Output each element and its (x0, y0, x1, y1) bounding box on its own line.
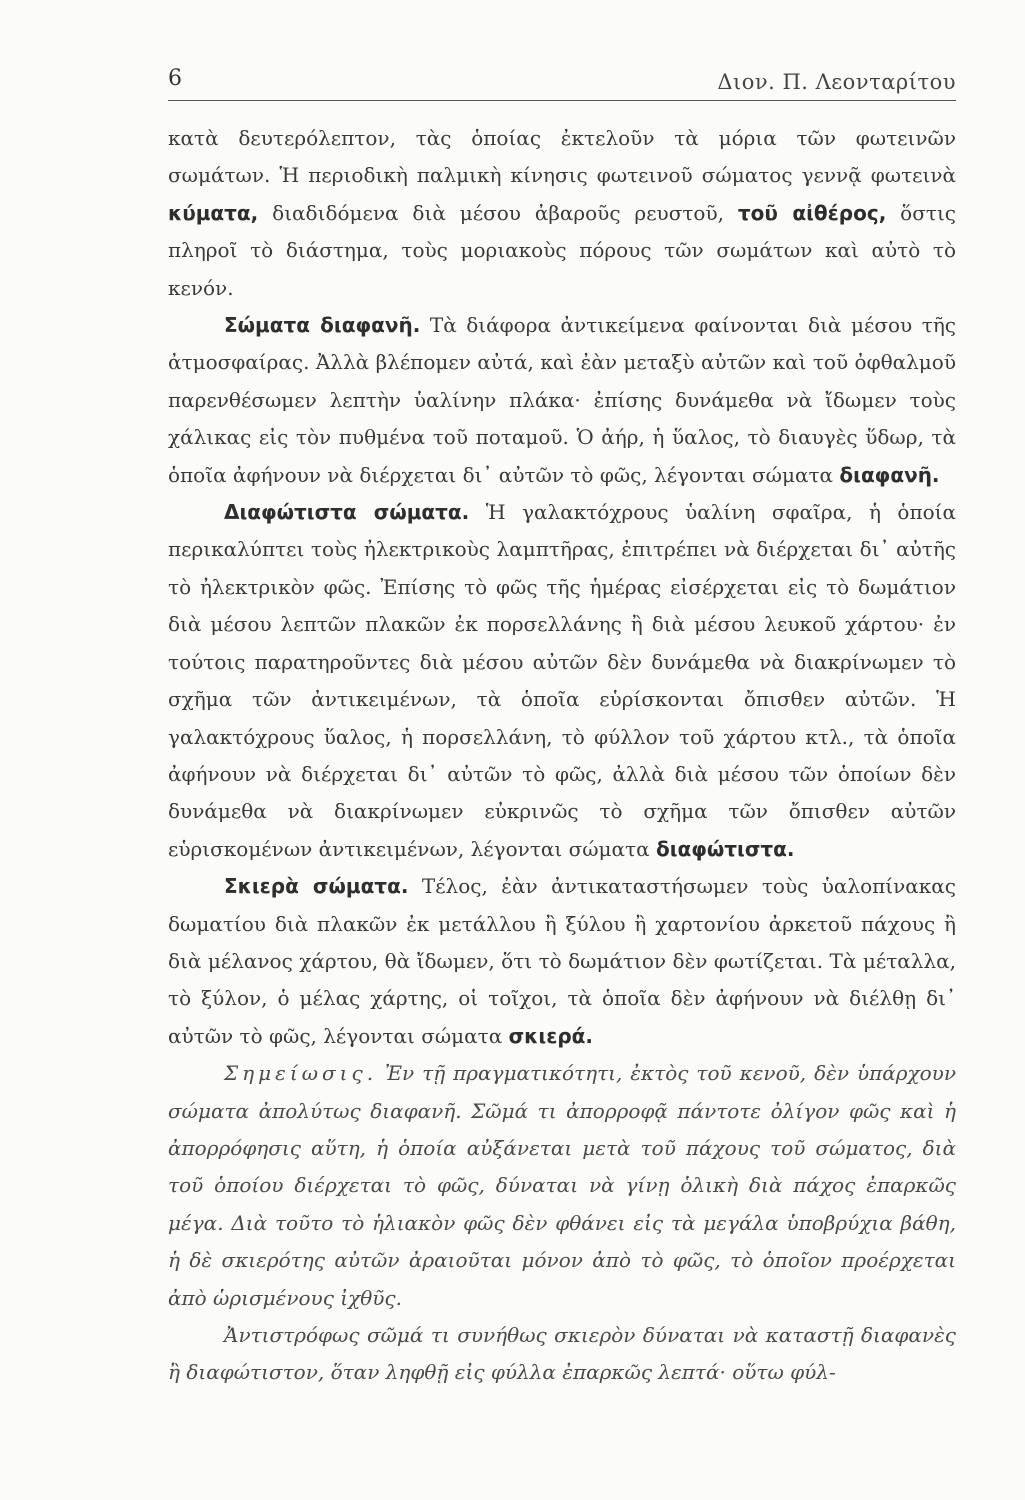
bold-term-waves: κύματα, (168, 200, 259, 225)
paragraph-continuation (168, 120, 956, 307)
section-heading-opaque: Σκιερὰ σώματα. (224, 874, 409, 899)
paragraph-translucent-bodies (168, 494, 956, 868)
bold-term-ether: τοῦ αἰθέρος, (737, 200, 887, 225)
text-run: Ἀντιστρόφως σῶμά τι συνήθως σκιερὸν δύναται νὰ καταστῇ διαφανὲς ἢ διαφώτιστον, ὅταν ληφθῇ εἰς φύλλα ἐπαρκῶς λεπτά· οὕτω φύλ- (168, 1323, 956, 1385)
page-number: 6 (168, 66, 182, 91)
text-run: κατὰ δευτερόλεπτον, τὰς ὁποίας ἐκτελοῦν τὰ μόρια τῶν φωτεινῶν σωμάτων. Ἡ περιοδικὴ παλμικὴ κίνησις φωτεινοῦ σώματος γεννᾷ φωτεινὰ (168, 126, 956, 188)
text-run: ὅστις πληροῖ τὸ διάστημα, τοὺς μοριακοὺς πόρους τῶν σωμάτων καὶ αὐτὸ τὸ κενόν. (168, 200, 956, 300)
paragraph-note (168, 1055, 956, 1317)
bold-term-translucent: διαφώτιστα. (655, 836, 795, 861)
page-header (168, 66, 956, 101)
paragraph-transparent-bodies (168, 307, 956, 494)
running-head: Διον. Π. Λεονταρίτου (717, 70, 956, 94)
bold-term-opaque: σκιερά. (508, 1023, 593, 1048)
text-run: Ἡ γαλακτόχρους ὑαλίνη σφαῖρα, ἡ ὁποία περικαλύπτει τοὺς ἠλεκτρικοὺς λαμπτῆρας, ἐπιτρέπει νὰ διέρχεται δι᾽ αὐτῆς τὸ ἠλεκτρικὸν φῶς. Ἐπίσης τὸ φῶς τῆς ἡμέρας εἰσέρχεται εἰς τὸ δωμάτιον διὰ μέσου λεπτῶν πλακῶν ἐκ πορσελλάνης ἢ διὰ μέσου λευκοῦ χάρτου· ἐν τούτοις παρατηροῦντες διὰ μέσου αὐτῶν δὲν δυνάμεθα νὰ διακρίνωμεν τὸ σχῆμα τῶν ἀντικειμένων, τὰ ὁποῖα εὑρίσκονται ὄπισθεν αὐτῶν. Ἡ γαλακτόχρους ὕαλος, ἡ πορσελλάνη, τὸ φύλλον τοῦ χάρτου κτλ., τὰ ὁποῖα ἀφήνουν νὰ διέρχεται δι᾽ αὐτῶν τὸ φῶς, ἀλλὰ διὰ μέσου τῶν ὁποίων δὲν δυνάμεθα νὰ διακρίνωμεν εὐκρινῶς τὸ σχῆμα τῶν ὄπισθεν αὐτῶν εὑρισκομένων ἀντικειμένων, λέγονται σώματα (168, 500, 957, 861)
text-run: Τὰ διάφορα ἀντικείμενα φαίνονται διὰ μέσου τῆς ἀτμοσφαίρας. Ἀλλὰ βλέπομεν αὐτά, καὶ ἐὰν μεταξὺ αὐτῶν καὶ τοῦ ὀφθαλμοῦ παρενθέσωμεν λεπτὴν ὑαλίνην πλάκα· ἐπίσης δυνάμεθα νὰ ἴδωμεν τοὺς χάλικας εἰς τὸν πυθμένα τοῦ ποταμοῦ. Ὁ ἀήρ, ἡ ὕαλος, τὸ διαυγὲς ὕδωρ, τὰ ὁποῖα ἀφήνουν νὰ διέρχεται δι᾽ αὐτῶν τὸ φῶς, λέγονται σώματα (168, 313, 957, 487)
paragraph-inversely (168, 1317, 956, 1392)
section-heading-transparent: Σώματα διαφανῆ. (224, 313, 421, 338)
page-body (168, 120, 956, 1392)
bold-term-transparent: διαφανῆ. (839, 462, 940, 487)
note-label: Σημείωσις. (224, 1061, 378, 1086)
paragraph-opaque-bodies (168, 868, 956, 1055)
text-run: Ἐν τῇ πραγματικότητι, ἐκτὸς τοῦ κενοῦ, δὲν ὑπάρχουν σώματα ἀπολύτως διαφανῆ. Σῶμά τι ἀπορροφᾷ πάντοτε ὀλίγον φῶς καὶ ἡ ἀπορρόφησις αὕτη, ἡ ὁποία αὐξάνεται μετὰ τοῦ πάχους τοῦ σώματος, διὰ τοῦ ὁποίου διέρχεται τὸ φῶς, δύναται νὰ γίνῃ ὁλικὴ διὰ πάχος ἐπαρκῶς μέγα. Διὰ τοῦτο τὸ ἡλιακὸν φῶς δὲν φθάνει εἰς τὰ μεγάλα ὑποβρύχια βάθη, ἡ δὲ σκιερότης αὐτῶν ἀραιοῦται μόνον ἀπὸ τὸ φῶς, τὸ ὁποῖον προέρχεται ἀπὸ ὡρισμένους ἰχθῦς. (168, 1061, 956, 1310)
text-run: διαδιδόμενα διὰ μέσου ἀβαροῦς ρευστοῦ, (258, 200, 738, 225)
section-heading-translucent: Διαφώτιστα σώματα. (224, 500, 470, 525)
text-run: Τέλος, ἐὰν ἀντικαταστήσωμεν τοὺς ὑαλοπίνακας δωματίου διὰ πλακῶν ἐκ μετάλλου ἢ ξύλου ἢ χαρτονίου ἀρκετοῦ πάχους ἢ διὰ μέλανος χάρτου, θὰ ἴδωμεν, ὅτι τὸ δωμάτιον δὲν φωτίζεται. Τὰ μέταλλα, τὸ ξύλον, ὁ μέλας χάρτης, οἱ τοῖχοι, τὰ ὁποῖα δὲν ἀφήνουν νὰ διέλθῃ δι᾽ αὐτῶν τὸ φῶς, λέγονται σώματα (168, 874, 956, 1048)
